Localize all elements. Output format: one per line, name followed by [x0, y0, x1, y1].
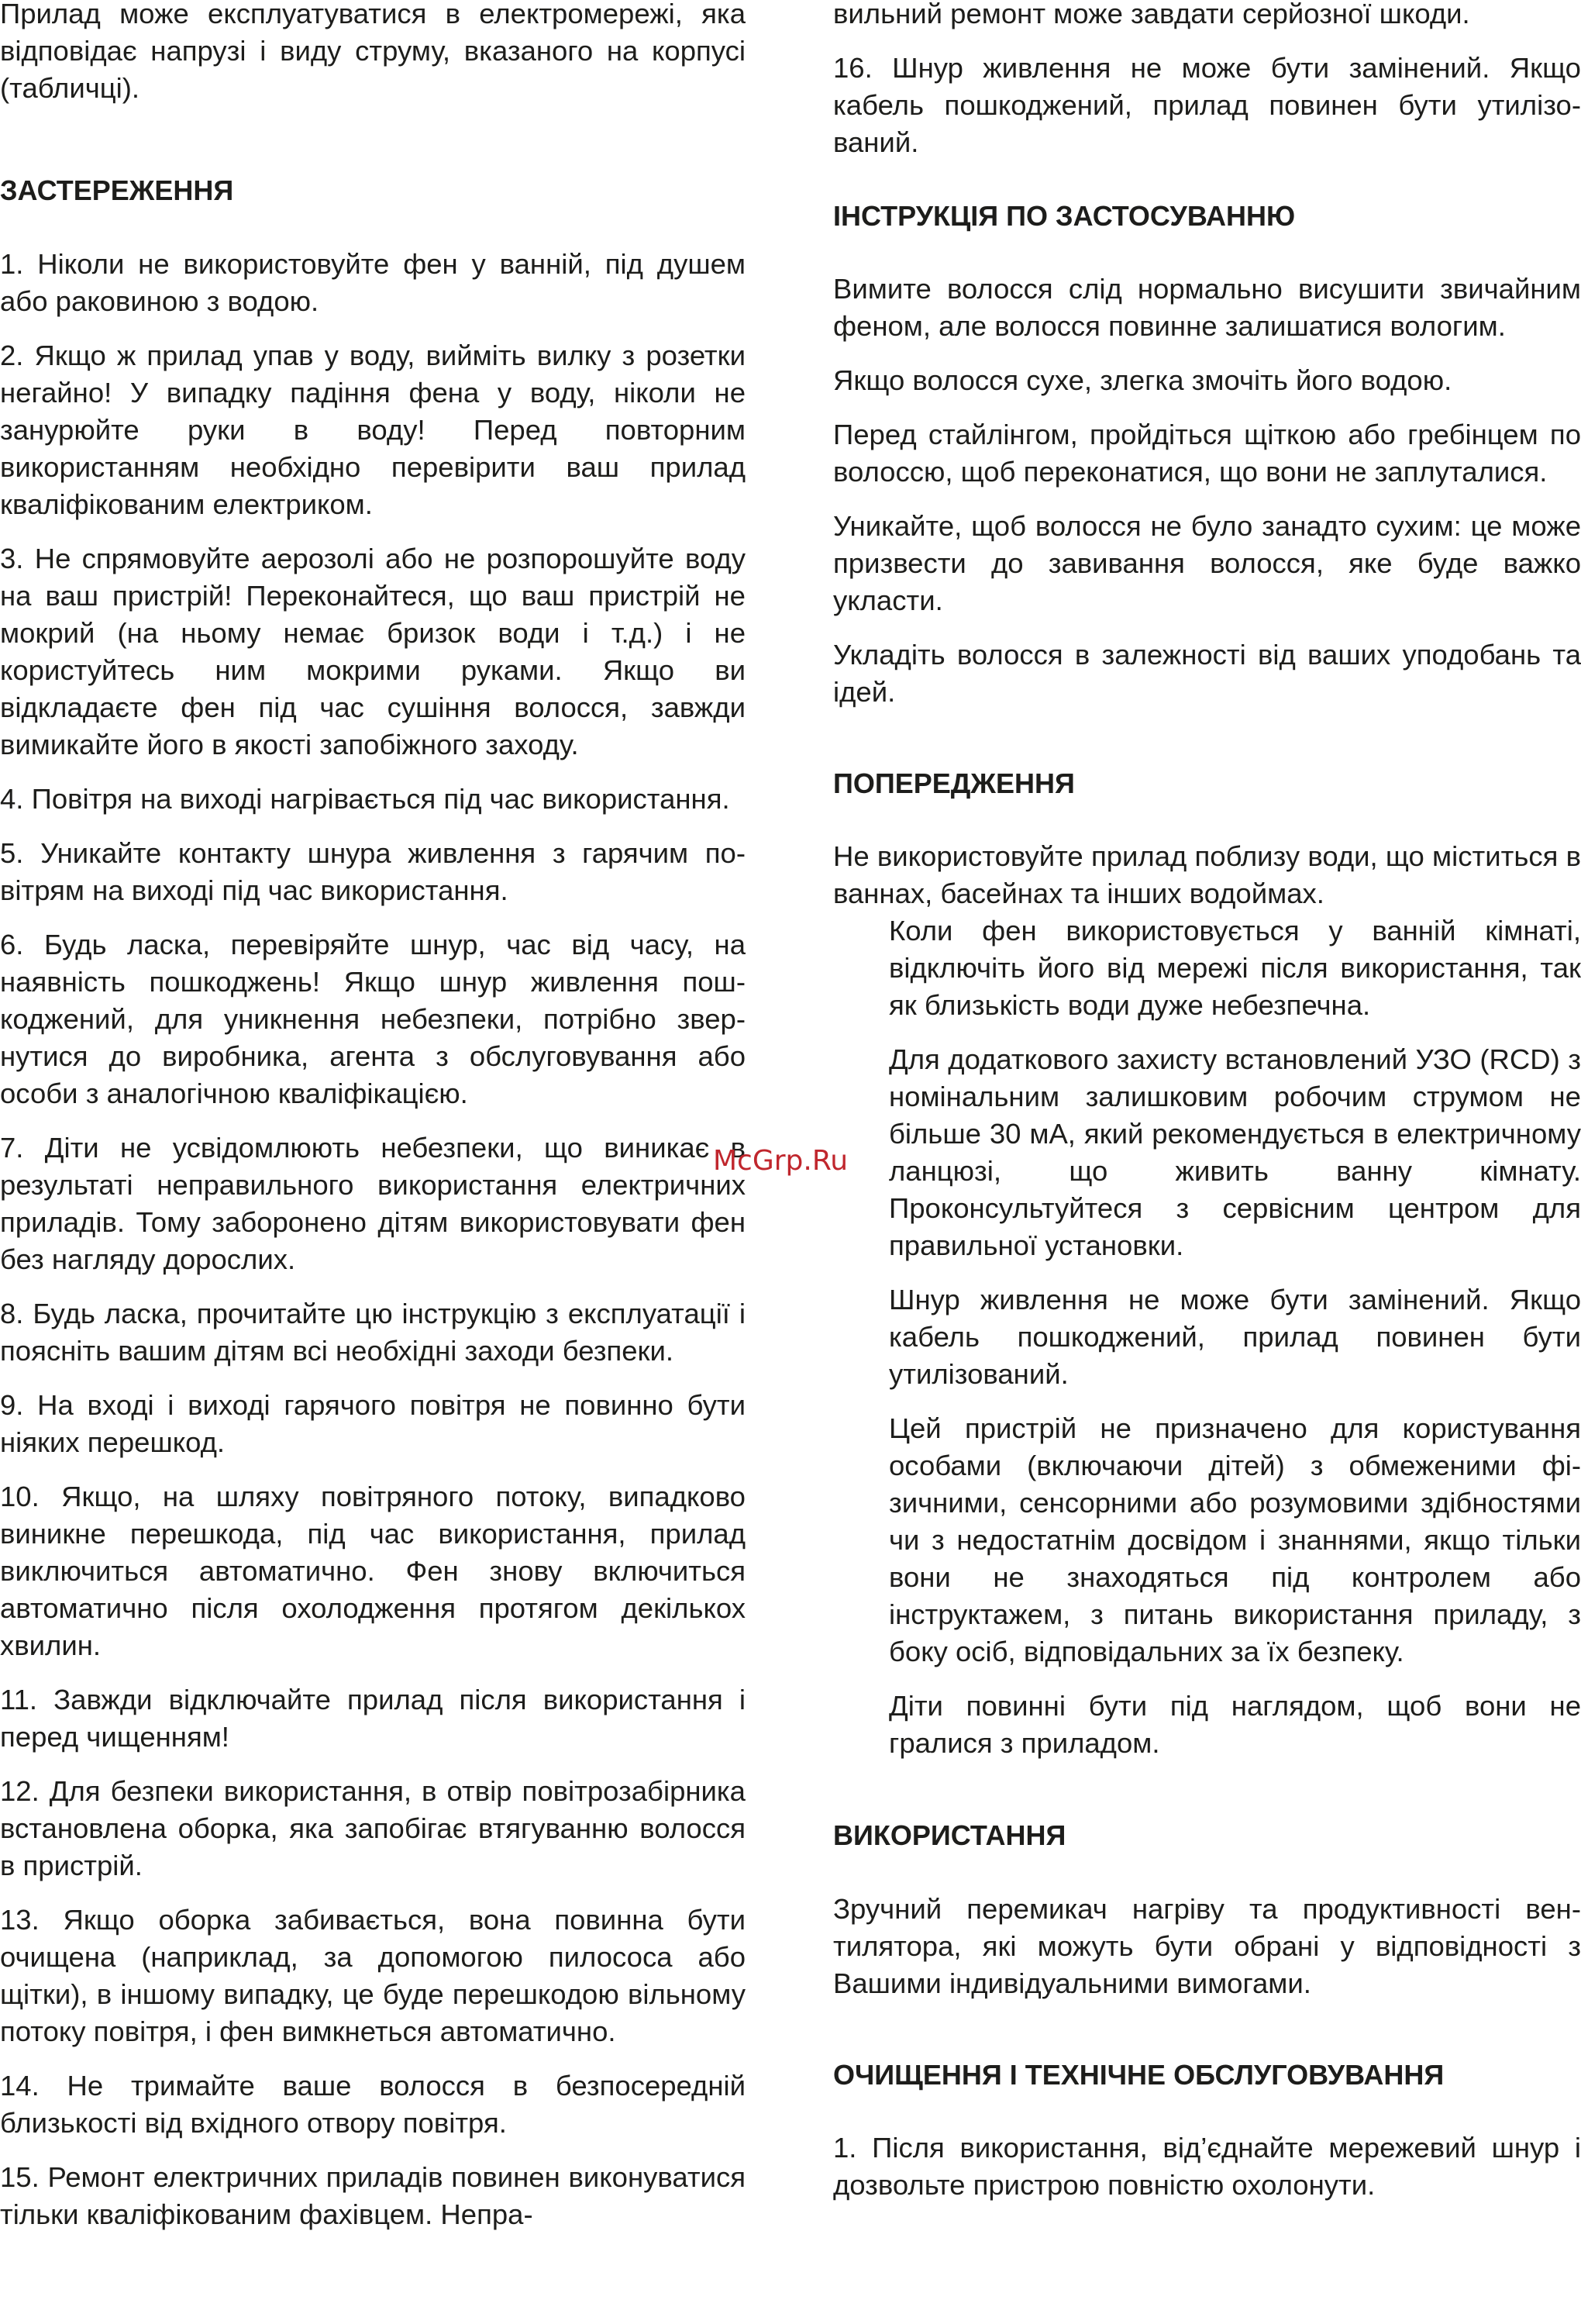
caution-paragraph: Діти повинні бути під наглядом, щоб вони не гралися з приладом. [889, 1690, 1581, 1759]
instruction-paragraph: Укладіть волосся в залежності від ваших уподобань та ідей. [833, 639, 1581, 708]
list-item: 1. Після використання, від’єднайте мережевий шнур і дозвольте пристрою повністю охолонути. [833, 2132, 1581, 2201]
section-heading-cleaning: ОЧИЩЕННЯ І ТЕХНІЧНЕ ОБСЛУГОВУВАННЯ [833, 2059, 1445, 2091]
list-item: 15. Ремонт електричних приладів повинен виконуватися тільки кваліфікованим фахівцем. Непра- [0, 2161, 746, 2230]
instruction-paragraph: Уникайте, щоб волосся не було занадто сухим: це може призвести до завивання волосся, яке буде важко укласти. [833, 510, 1581, 616]
instruction-paragraph: Перед стайлінгом, пройдіться щіткою або гребінцем по волоссю, щоб переконатися, що вони не заплуталися. [833, 419, 1581, 488]
list-item: 12. Для безпеки використання, в отвір повітрозабірника встановлена оборка, яка запобігає втягуванню волосся в пристрій. [0, 1775, 746, 1881]
list-item: 2. Якщо ж прилад упав у воду, вийміть вилку з розетки негайно! У випадку падіння фена у воду, ніколи не занурюйте руки в воду! Перед повторним використанням необхідно перевірити ваш прилад кваліфікованим електриком. [0, 340, 746, 520]
caution-paragraph: Для додаткового захисту встановлений УЗО (RCD) з номінальним залишковим робочим струмом не більше 30 мА, який рекомендується в електричному ланцюзі, що живить ванну кімнату. Проконсультуйтеся з сервісним центром для правильної установки. [889, 1043, 1581, 1261]
list-item: 8. Будь ласка, прочитайте цю інструкцію з експлуатації і поясніть вашим дітям всі необхідні заходи безпеки. [0, 1298, 746, 1367]
usage-paragraph: Зручний перемикач нагріву та продуктивності вентилятора, які можуть бути обрані у відповідності з Вашими індивідуальними вимогами. [833, 1893, 1581, 1999]
list-item: 6. Будь ласка, перевіряйте шнур, час від часу, на наявність пошкоджень! Якщо шнур живлення пошкоджений, для уникнення небезпеки, потрібно звернутися до виробника, агента з обслуговування або особи з аналогічною кваліфікацією. [0, 929, 746, 1109]
list-item: 9. На вході і виході гарячого повітря не повинно бути ніяких перешкод. [0, 1389, 746, 1458]
list-item: 14. Не тримайте ваше волосся в безпосередній близькості від вхідного отвору повітря. [0, 2070, 746, 2139]
right-column [833, 0, 1581, 2204]
list-item: 7. Діти не усвідомлюють небезпеки, що виникає в результаті неправильного використання електричних приладів. Тому заборонено дітям використовувати фен без нагляду дорослих. [0, 1132, 746, 1275]
caution-intro: Не використовуйте прилад поблизу води, що міститься в ваннах, басейнах та інших водоймах. [833, 840, 1581, 909]
watermark: McGrp.Ru [713, 1145, 849, 1177]
section-heading-instructions: ІНСТРУКЦІЯ ПО ЗАСТОСУВАННЮ [833, 200, 1296, 232]
list-item: 3. Не спрямовуйте аерозолі або не розпорошуйте воду на ваш пристрій! Переконайтеся, що ваш пристрій не мокрий (на ньому немає бризок води і т.д.) і не користуйтесь ним мокрими руками. Якщо ви відкладаєте фен під час сушіння волосся, завжди вимикайте його в якості запобіжного заходу. [0, 543, 746, 760]
list-item: 13. Якщо оборка забивається, вона повинна бути очищена (наприклад, за допомогою пилососа або щітки), в іншому випадку, це буде перешкодою вільному потоку повітря, і фен вимкнеться автоматично. [0, 1904, 746, 2047]
left-column [0, 0, 746, 2250]
caution-paragraph: Цей пристрій не призначено для користування особами (включаючи дітей) з обмеженими фізичними, сенсорними або розумовими здібностями чи з недостатнім досвідом і знаннями, якщо тільки вони не знаходяться під контролем або інструктажем, з питань використання приладу, з боку осіб, відповідальних за їх безпеку. [889, 1412, 1581, 1667]
list-item: 10. Якщо, на шляху повітряного потоку, випадково виникне перешкода, під час використання, прилад виключиться автоматично. Фен знову включиться автоматично після охолодження протягом декількох хвилин. [0, 1481, 746, 1661]
continued-paragraph: вильний ремонт може завдати серйозної шкоди. [833, 0, 1470, 29]
instruction-paragraph: Вимите волосся слід нормально висушити звичайним феном, але волосся повинне залишатися вологим. [833, 273, 1581, 342]
list-item: 1. Ніколи не використовуйте фен у ванній, під душем або раковиною з водою. [0, 248, 746, 317]
section-heading-usage: ВИКОРИСТАННЯ [833, 1819, 1066, 1851]
caution-paragraph: Коли фен використовується у ванній кімнаті, відключіть його від мережі після використання, так як близькість води дуже небезпечна. [889, 915, 1581, 1021]
caution-paragraph: Шнур живлення не може бути замінений. Якщо кабель пошкоджений, прилад повинен бути утилізований. [889, 1284, 1581, 1390]
intro-paragraph: Прилад може експлуатуватися в електромережі, яка відповідає напрузі і виду струму, вказаного на корпусі (табличці). [0, 0, 746, 104]
instruction-paragraph: Якщо волосся сухе, злегка змочіть його водою. [833, 364, 1452, 396]
list-item: 16. Шнур живлення не може бути замінений. Якщо кабель пошкоджений, прилад повинен бути утилізований. [833, 52, 1581, 158]
section-heading-caution: ПОПЕРЕДЖЕННЯ [833, 767, 1075, 799]
section-heading-warnings: ЗАСТЕРЕЖЕННЯ [0, 174, 234, 206]
list-item: 5. Уникайте контакту шнура живлення з гарячим повітрям на виході під час використання. [0, 837, 746, 906]
list-item: 4. Повітря на виході нагрівається під час використання. [0, 783, 730, 815]
list-item: 11. Завжди відключайте прилад після використання і перед чищенням! [0, 1684, 746, 1753]
